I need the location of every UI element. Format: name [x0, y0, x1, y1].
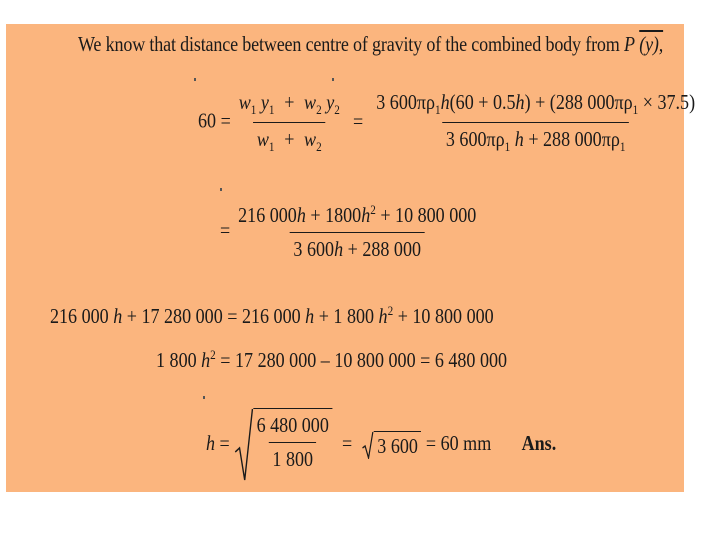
equation-3: 216 000 h + 17 280 000 = 216 000 h + 1 800 $h^2 + 10$ 800 000	[50, 303, 494, 328]
stray-mark	[203, 396, 205, 399]
eq5-small-radical: 3 600	[362, 431, 422, 459]
stray-mark	[194, 78, 196, 81]
equation-1	[198, 90, 699, 155]
intro-text: We know that distance between centre of gravity of the combined body from	[78, 32, 620, 56]
eq1-fraction-1	[235, 90, 343, 155]
eq1-lhs: 60 =	[198, 108, 231, 133]
answer-label: Ans.	[521, 430, 557, 455]
eq1-f2-denominator: 3 $600\pi\rho_1$ h + 288 $000\pi\rho_1$	[442, 122, 628, 155]
intro-y: (y),	[639, 32, 664, 56]
equation-5: h = $\frac{6 480 000}{1 800}$ = 3 600 = 60 mm Ans.	[206, 408, 556, 482]
equation-4: 1 800 $h^2 = 17$ 280 000 – 10 800 000 = 6 480 000	[156, 347, 508, 372]
eq5-big-radical	[234, 408, 332, 482]
stray-mark	[332, 78, 334, 81]
eq2-denominator: 3 600h + 288 000	[290, 232, 424, 262]
eq5-fraction: $\frac{6 480 000}{1 800}$	[253, 408, 332, 482]
radical-sign-icon	[362, 431, 374, 459]
radical-sign-icon	[234, 408, 253, 482]
eq1-f1-numerator: $w_1$ $y_1 + w_2$ $y_2$	[238, 90, 340, 118]
eq1-fraction-2	[373, 90, 699, 155]
intro-sentence	[78, 32, 663, 57]
eq2-numerator: 216 $000h + 1800h^2 + 10$ 800 000	[238, 202, 477, 227]
eq1-f1-denominator: $w_1 + w_2$	[253, 122, 325, 155]
eq2-fraction	[235, 202, 480, 262]
eq2-equals: =	[220, 217, 231, 242]
stray-mark	[220, 188, 222, 191]
eq1-f2-numerator: 3 $600\pi\rho_1h(60 + 0.5h) + (288$ $000\pi\rho_1 \times 37.5$)	[376, 90, 696, 118]
slide-panel	[6, 24, 696, 492]
intro-p: P	[624, 32, 635, 56]
equation-2	[220, 202, 480, 262]
eq5-h: h	[206, 430, 216, 455]
eq1-equals: =	[352, 108, 364, 133]
